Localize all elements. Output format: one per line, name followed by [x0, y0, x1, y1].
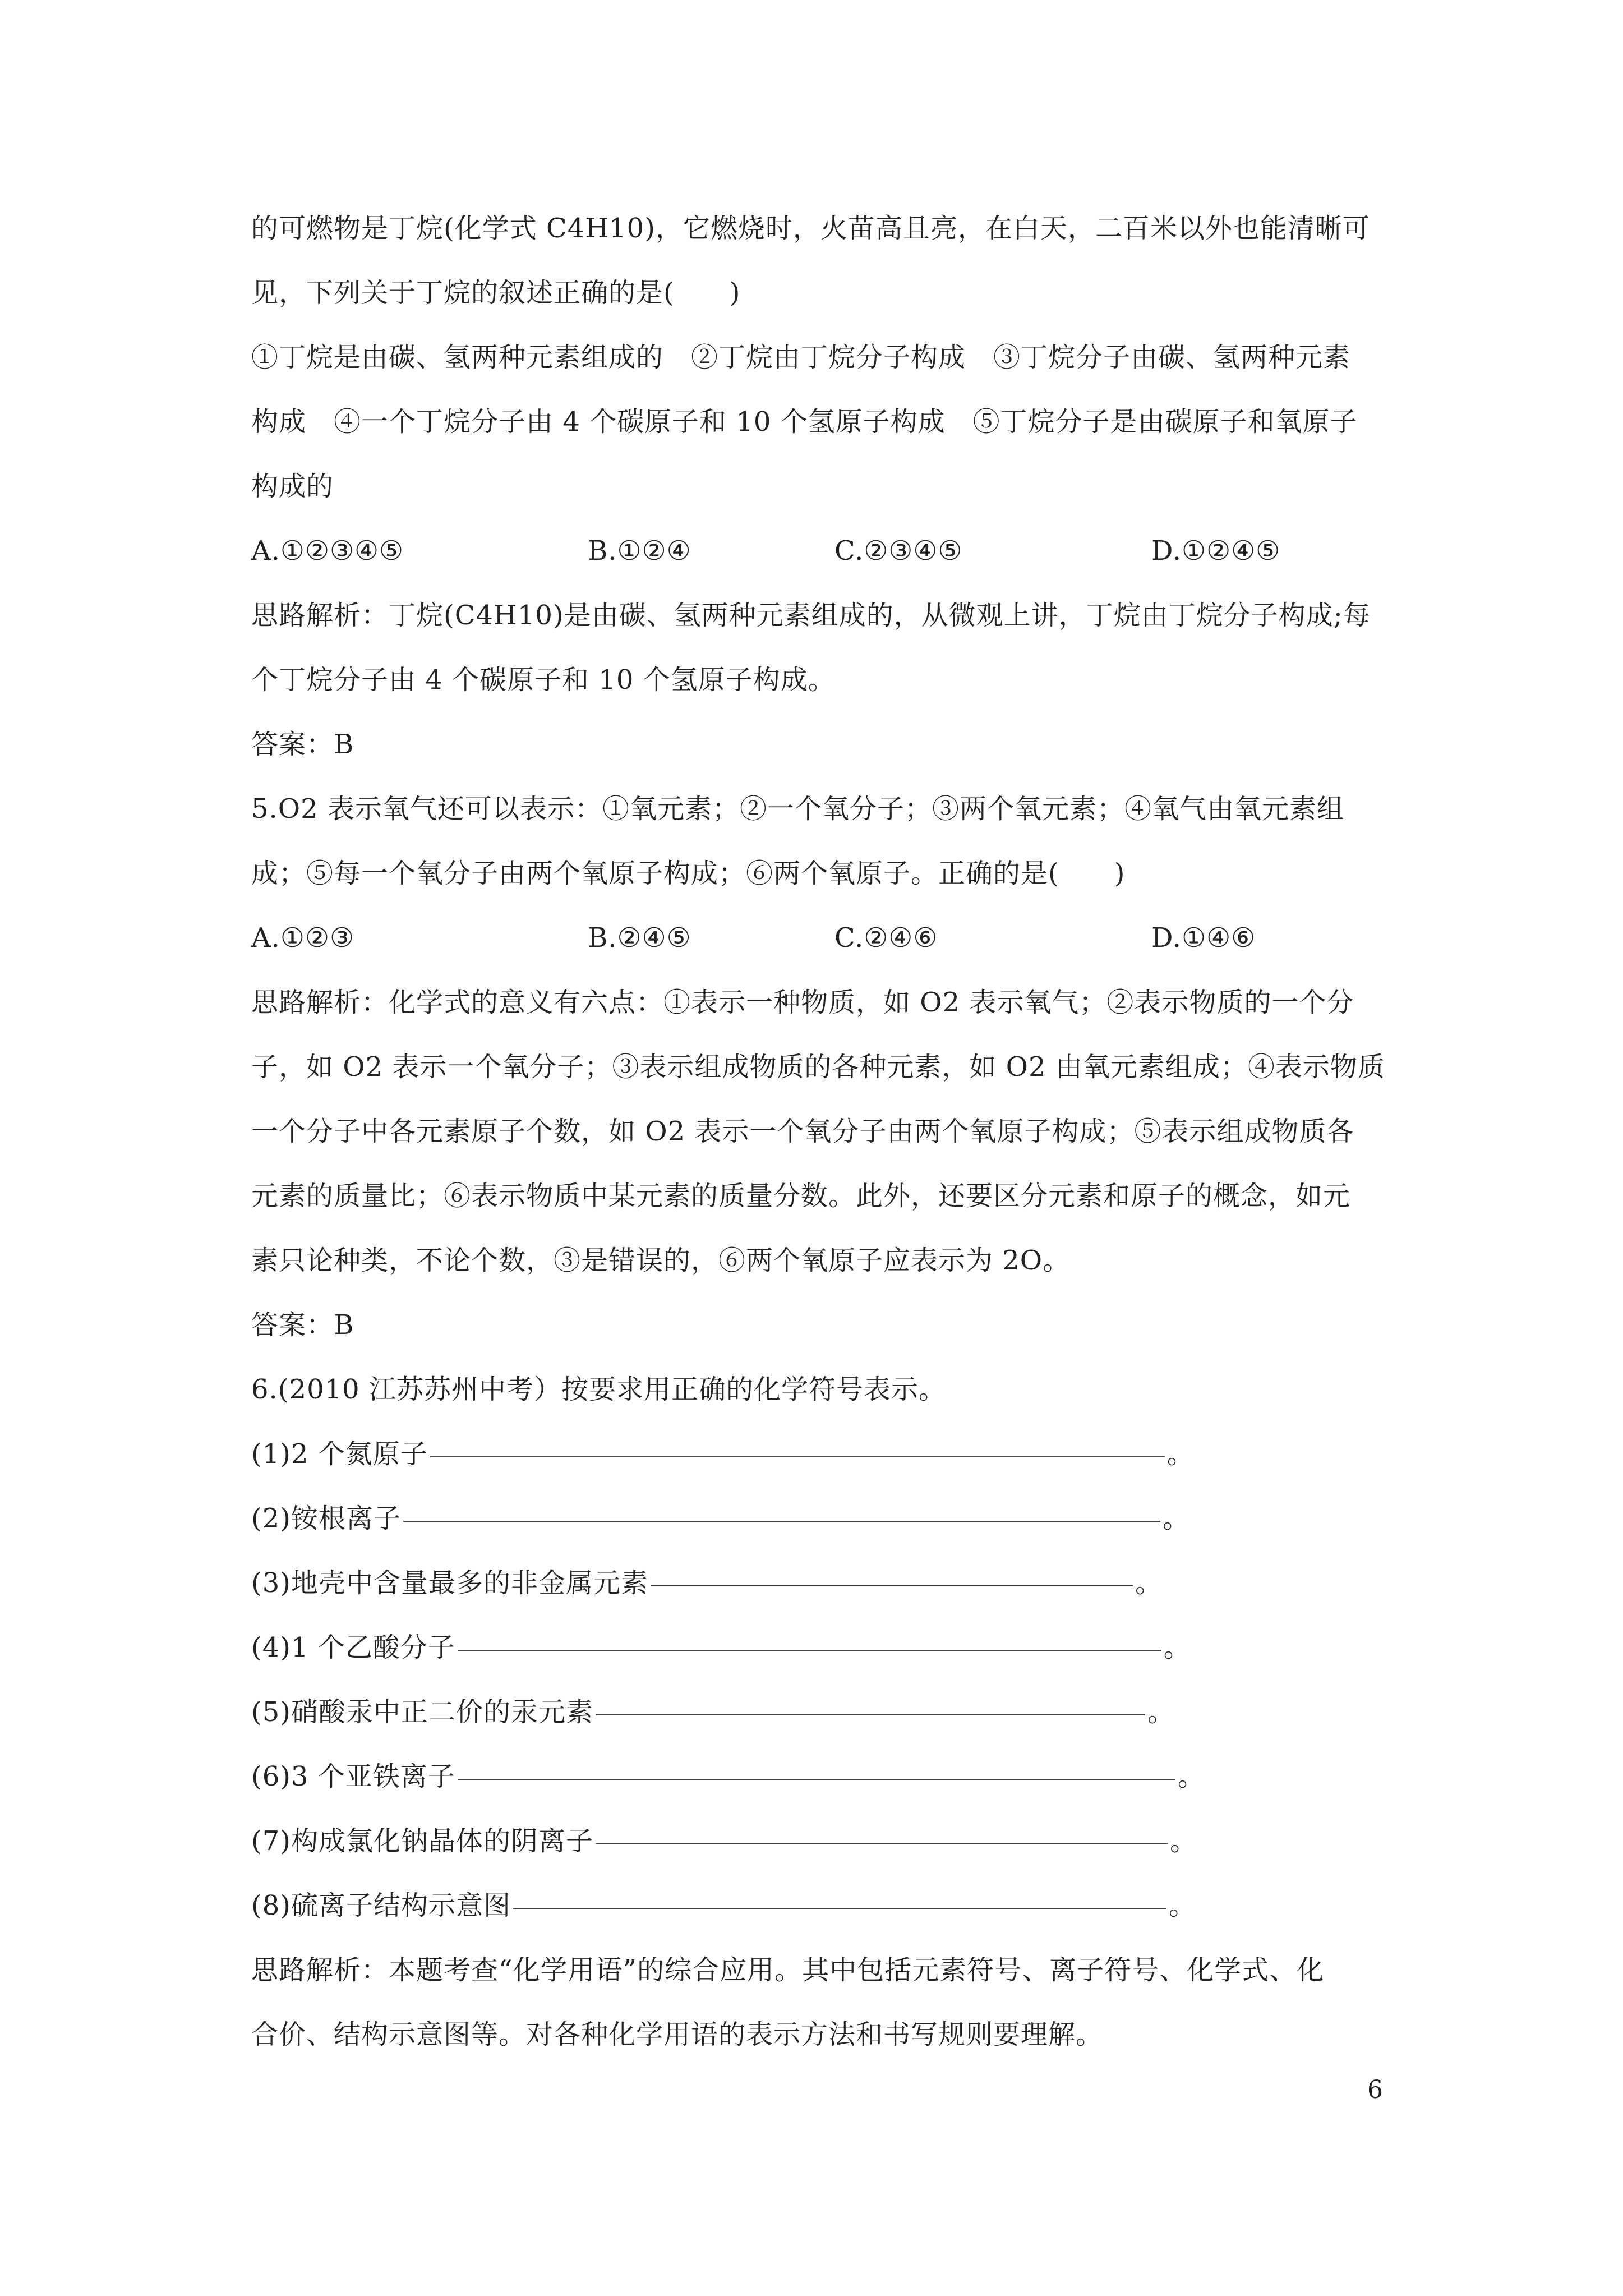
- q4-text-line: 构成的: [251, 471, 334, 502]
- q4-text-line: 构成 ④一个丁烷分子由 4 个碳原子和 10 个氢原子构成 ⑤丁烷分子是由碳原子和氧原子: [251, 406, 1358, 438]
- answer-blank: [403, 1520, 1160, 1522]
- answer-blank: [458, 1649, 1161, 1651]
- q4-option-b: B.①②④: [588, 535, 691, 567]
- q4-text-line: 的可燃物是丁烷(化学式 C4H10)，它燃烧时，火苗高且亮，在白天，二百米以外也能清晰可: [251, 213, 1370, 244]
- q6-item-label: (2)铵根离子: [251, 1503, 401, 1534]
- q4-answer: 答案：B: [251, 729, 354, 760]
- q5-options: [251, 906, 1390, 970]
- q5-analysis-line: 一个分子中各元素原子个数，如 O2 表示一个氧分子由两个氧原子构成；⑤表示组成物质各: [251, 1116, 1354, 1147]
- answer-blank: [513, 1907, 1166, 1909]
- q5-answer: 答案：B: [251, 1309, 354, 1341]
- q5-text-line: 5.O2 表示氧气还可以表示：①氧元素；②一个氧分子；③两个氧元素；④氧气由氧元素组: [251, 793, 1344, 825]
- answer-blank: [458, 1778, 1175, 1780]
- q6-item-label: (7)构成氯化钠晶体的阴离子: [251, 1825, 593, 1857]
- q6-analysis-line: 思路解析：本题考查“化学用语”的综合应用。其中包括元素符号、离子符号、化学式、化: [251, 1954, 1325, 1986]
- q4-option-c: C.②③④⑤: [834, 535, 963, 567]
- end-mark: 。: [1170, 1825, 1198, 1857]
- q5-option-b: B.②④⑤: [588, 922, 691, 954]
- end-mark: 。: [1163, 1632, 1191, 1663]
- answer-blank: [651, 1584, 1133, 1586]
- end-mark: 。: [1163, 1503, 1191, 1534]
- q4-options: [251, 519, 1390, 583]
- end-mark: 。: [1166, 1438, 1195, 1470]
- q6-item-label: (4)1 个乙酸分子: [251, 1632, 455, 1663]
- q5-analysis-line: 元素的质量比；⑥表示物质中某元素的质量分数。此外，还要区分元素和原子的概念，如元: [251, 1180, 1351, 1212]
- q4-analysis-line: 思路解析：丁烷(C4H10)是由碳、氢两种元素组成的，从微观上讲，丁烷由丁烷分子构成;每: [251, 600, 1371, 631]
- end-mark: 。: [1177, 1761, 1205, 1792]
- q6-item: [251, 1809, 1390, 1874]
- q6-item-label: (6)3 个亚铁离子: [251, 1761, 455, 1792]
- q5-option-c: C.②④⑥: [834, 922, 938, 954]
- q6-item-label: (5)硝酸汞中正二价的汞元素: [251, 1696, 593, 1728]
- q6-item: [251, 1745, 1390, 1809]
- q6-item-label: (8)硫离子结构示意图: [251, 1890, 511, 1921]
- document-body: [251, 196, 1390, 2067]
- q6-item: [251, 1680, 1390, 1745]
- q6-item-label: (1)2 个氮原子: [251, 1438, 428, 1470]
- q5-analysis-line: 子，如 O2 表示一个氧分子；③表示组成物质的各种元素，如 O2 由氧元素组成；④表示物质: [251, 1051, 1385, 1083]
- end-mark: 。: [1135, 1567, 1163, 1599]
- q6-item: [251, 1551, 1390, 1616]
- q5-text-line: 成；⑤每一个氧分子由两个氧原子构成；⑥两个氧原子。正确的是( ): [251, 858, 1126, 889]
- end-mark: 。: [1147, 1696, 1175, 1728]
- q4-option-d: D.①②④⑤: [1151, 535, 1281, 567]
- q5-analysis-line: 思路解析：化学式的意义有六点：①表示一种物质，如 O2 表示氧气；②表示物质的一个分: [251, 987, 1354, 1018]
- q6-item-label: (3)地壳中含量最多的非金属元素: [251, 1567, 648, 1599]
- q5-analysis-line: 素只论种类，不论个数，③是错误的，⑥两个氧原子应表示为 2O。: [251, 1245, 1071, 1276]
- answer-blank: [596, 1713, 1145, 1715]
- answer-blank: [430, 1455, 1165, 1457]
- q6-item: [251, 1487, 1390, 1551]
- q5-option-a: A.①②③: [251, 922, 355, 954]
- q6-item: [251, 1422, 1390, 1487]
- q4-option-a: A.①②③④⑤: [251, 535, 404, 567]
- q4-text-line: 见，下列关于丁烷的叙述正确的是( ): [251, 277, 741, 309]
- q6-item: [251, 1874, 1390, 1938]
- q4-text-line: ①丁烷是由碳、氢两种元素组成的 ②丁烷由丁烷分子构成 ③丁烷分子由碳、氢两种元素: [251, 342, 1351, 373]
- q4-analysis-line: 个丁烷分子由 4 个碳原子和 10 个氢原子构成。: [251, 664, 836, 696]
- q6-title: 6.(2010 江苏苏州中考）按要求用正确的化学符号表示。: [251, 1374, 946, 1405]
- q5-option-d: D.①④⑥: [1151, 922, 1256, 954]
- end-mark: 。: [1169, 1890, 1197, 1921]
- page-number: 6: [1367, 2076, 1383, 2104]
- q6-analysis-line: 合价、结构示意图等。对各种化学用语的表示方法和书写规则要理解。: [251, 2019, 1104, 2050]
- q6-item: [251, 1616, 1390, 1680]
- answer-blank: [596, 1842, 1168, 1844]
